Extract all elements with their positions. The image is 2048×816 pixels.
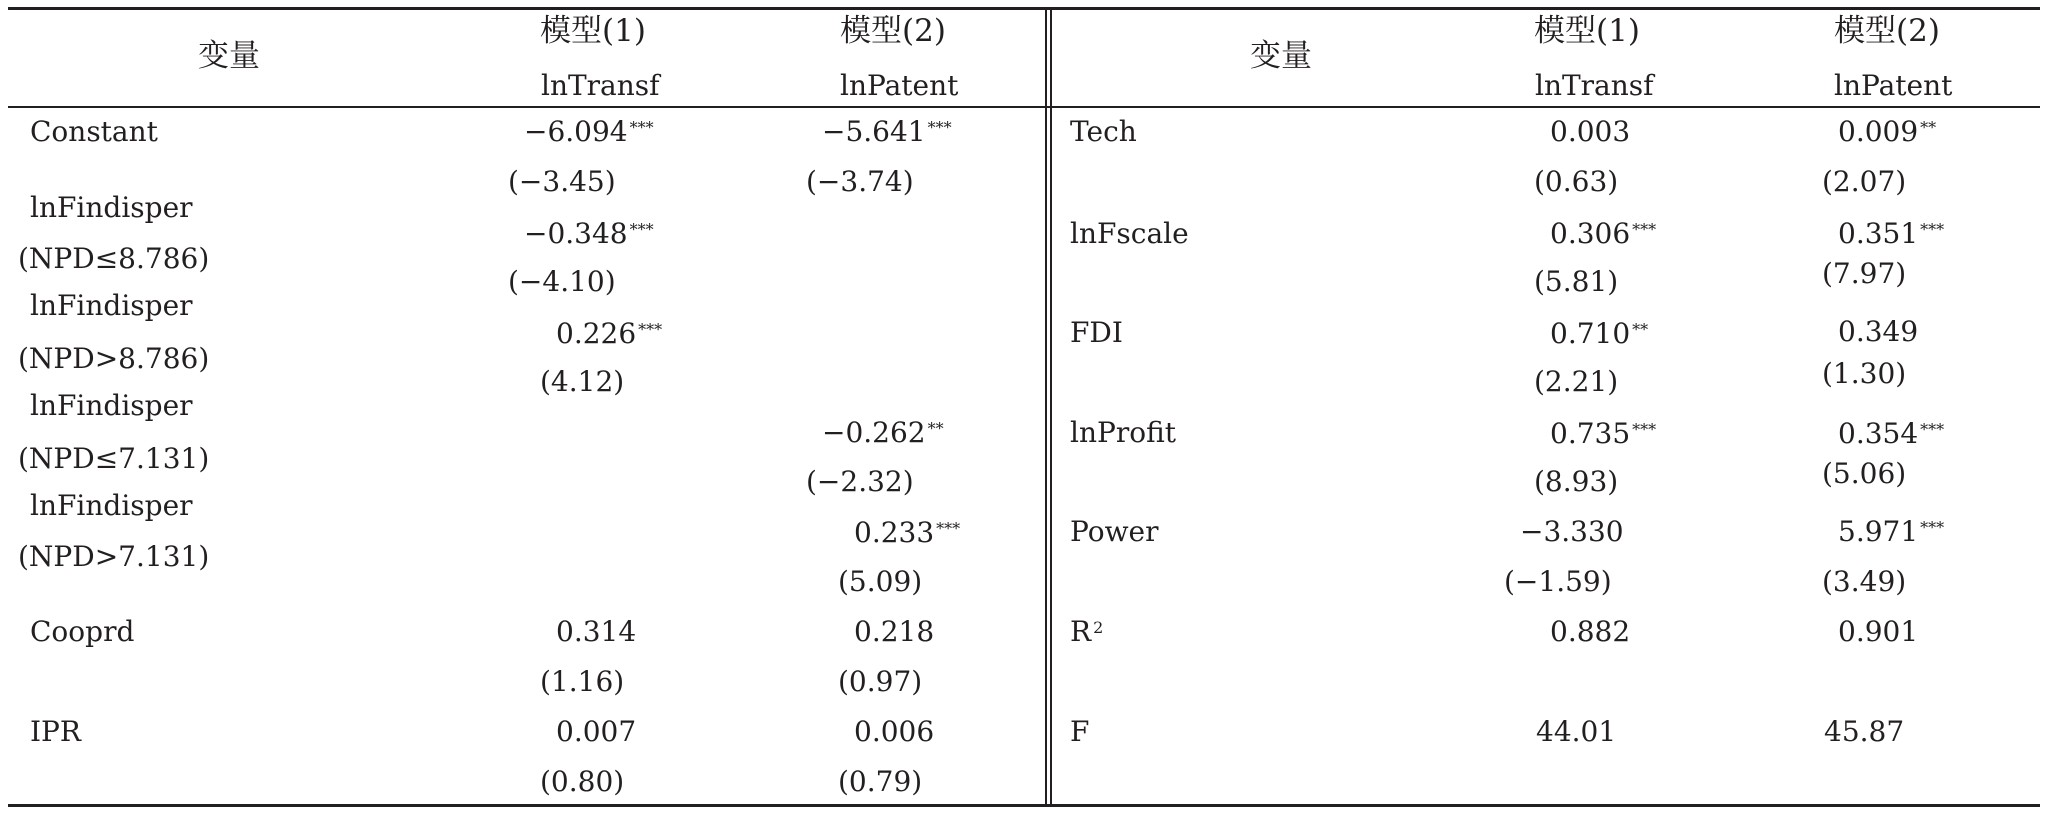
cell-fdi-m1: 0.710 ** [1550,317,1649,350]
cell-cooprd-m2: 0.218 [854,615,935,648]
row-label-findisper-3: lnFindisper [30,389,193,422]
row-label-constant: Constant [30,115,158,148]
cell-fscale-m1: 0.306 *** [1550,217,1657,250]
cell-constant-m2: −5.641 *** [822,115,952,148]
right-header-dep1: lnTransf [1535,69,1654,102]
row-label-f: F [1070,715,1090,748]
cell-ipr-m1-t: (0.80) [540,765,625,798]
cell-findisper-1-m1-t: (−4.10) [508,265,616,298]
cell-fdi-m1-t: (2.21) [1534,365,1619,398]
cell-f-m2: 45.87 [1824,715,1905,748]
header-rule [8,106,2040,108]
cell-cooprd-m1: 0.314 [556,615,637,648]
table-top-rule [8,7,2040,10]
cell-cooprd-m2-t: (0.97) [838,665,923,698]
left-header-variable: 变量 [198,38,260,74]
cell-power-m1: −3.330 [1520,515,1624,548]
row-label-fdi: FDI [1070,316,1123,349]
row-label-fscale: lnFscale [1070,217,1189,250]
cell-profit-m1: 0.735 *** [1550,417,1657,450]
row-cond-findisper-2: (NPD>8.786) [18,342,210,375]
row-cond-findisper-3: (NPD≤7.131) [18,442,210,475]
cell-r2-m1: 0.882 [1550,615,1631,648]
cell-findisper-4-m2: 0.233 *** [854,516,961,549]
cell-cooprd-m1-t: (1.16) [540,665,625,698]
table-bottom-rule [8,804,2040,807]
cell-fdi-m2-t: (1.30) [1822,357,1907,390]
cell-power-m1-t: (−1.59) [1504,565,1612,598]
cell-power-m2: 5.971 *** [1838,515,1945,548]
cell-fscale-m2-t: (7.97) [1822,257,1907,290]
row-label-power: Power [1070,515,1159,548]
row-cond-findisper-1: (NPD≤8.786) [18,242,210,275]
cell-findisper-3-m2-t: (−2.32) [806,465,914,498]
cell-tech-m1: 0.003 [1550,115,1631,148]
left-header-dep2: lnPatent [840,69,959,102]
cell-ipr-m2: 0.006 [854,715,935,748]
cell-tech-m1-t: (0.63) [1534,165,1619,198]
cell-fscale-m2: 0.351 *** [1838,217,1945,250]
cell-fscale-m1-t: (5.81) [1534,265,1619,298]
cell-constant-m1-t: (−3.45) [508,165,616,198]
right-header-dep2: lnPatent [1834,69,1953,102]
cell-ipr-m2-t: (0.79) [838,765,923,798]
row-label-findisper-2: lnFindisper [30,289,193,322]
cell-constant-m1: −6.094 *** [524,115,654,148]
right-header-model1: 模型(1) [1534,13,1640,49]
row-label-findisper-4: lnFindisper [30,489,193,522]
panel-divider-right [1050,9,1052,807]
row-cond-findisper-4: (NPD>7.131) [18,540,210,573]
right-header-model2: 模型(2) [1834,13,1940,49]
row-label-ipr: IPR [30,715,81,748]
row-label-profit: lnProfit [1070,416,1176,449]
left-header-model1: 模型(1) [540,13,646,49]
left-header-model2: 模型(2) [840,13,946,49]
cell-profit-m2-t: (5.06) [1822,457,1907,490]
cell-tech-m2: 0.009 ** [1838,115,1937,148]
cell-power-m2-t: (3.49) [1822,565,1907,598]
row-label-findisper-1: lnFindisper [30,191,193,224]
cell-findisper-2-m1-t: (4.12) [540,365,625,398]
cell-findisper-4-m2-t: (5.09) [838,565,923,598]
cell-findisper-3-m2: −0.262 ** [822,416,944,449]
row-label-tech: Tech [1070,115,1137,148]
row-label-cooprd: Cooprd [30,615,135,648]
cell-r2-m2: 0.901 [1838,615,1919,648]
panel-divider-left [1045,9,1047,807]
cell-tech-m2-t: (2.07) [1822,165,1907,198]
cell-fdi-m2: 0.349 [1838,315,1919,348]
cell-profit-m1-t: (8.93) [1534,465,1619,498]
cell-f-m1: 44.01 [1536,715,1617,748]
cell-ipr-m1: 0.007 [556,715,637,748]
right-header-variable: 变量 [1250,38,1312,74]
cell-findisper-1-m1: −0.348 *** [524,217,654,250]
row-label-r2: R $^2$ [1070,615,1104,648]
cell-constant-m2-t: (−3.74) [806,165,914,198]
cell-findisper-2-m1: 0.226 *** [556,317,663,350]
cell-profit-m2: 0.354 *** [1838,417,1945,450]
left-header-dep1: lnTransf [541,69,660,102]
